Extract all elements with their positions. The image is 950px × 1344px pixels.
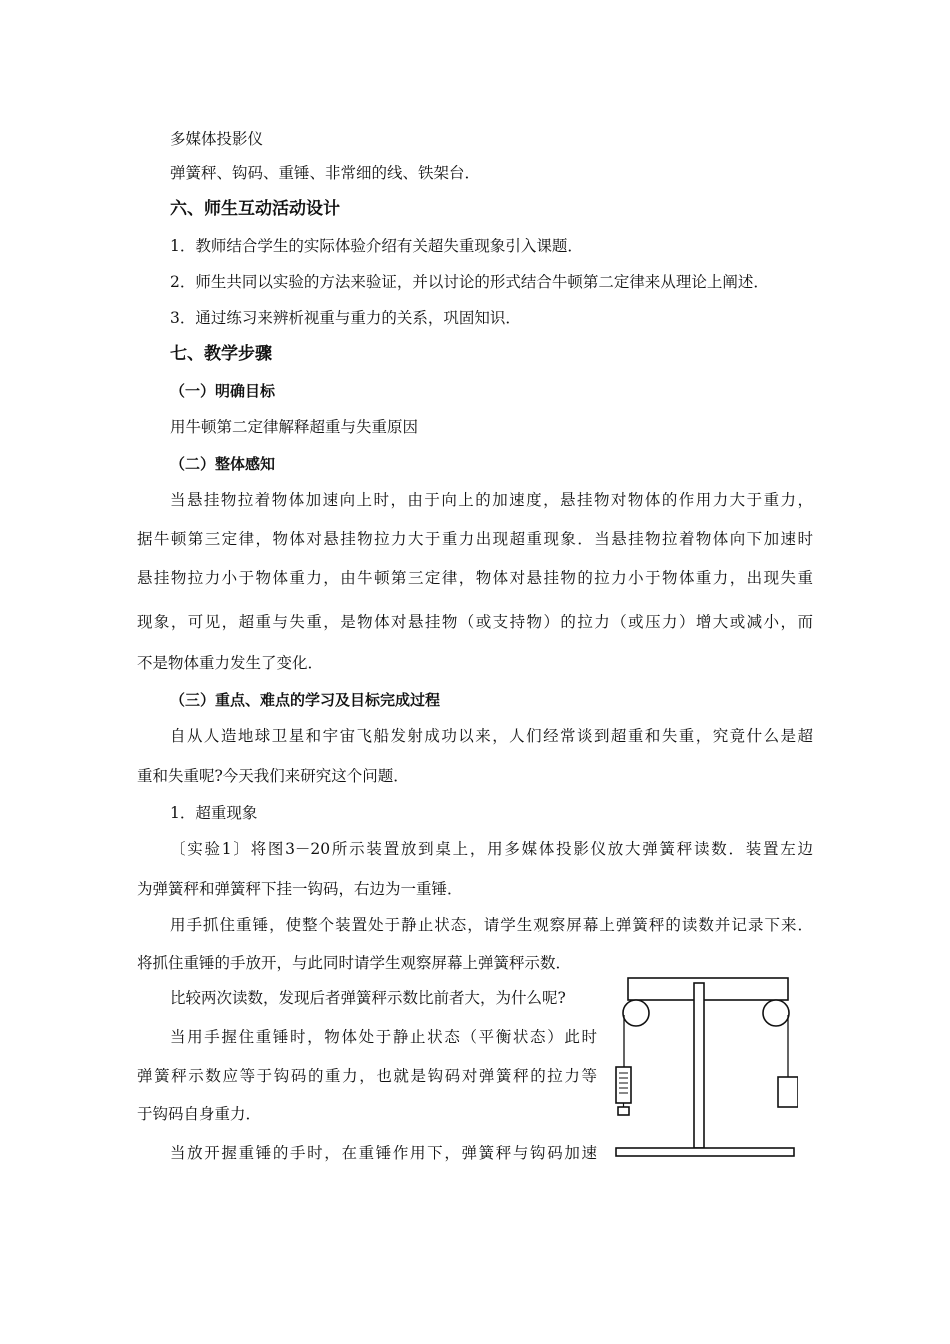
experiment-line-1: 〔实验1〕将图3－20所示装置放到桌上，用多媒体投影仪放大弹簧秤读数．装置左边 <box>170 840 813 858</box>
key-heading: （三）重点、难点的学习及目标完成过程 <box>170 691 441 709</box>
experiment-line-2: 为弹簧秤和弹簧秤下挂一钩码，右边为一重锤． <box>137 880 463 898</box>
hook-weight <box>618 1107 629 1115</box>
section6-item-3: 3．通过练习来辨析视重与重力的关系，巩固知识． <box>170 309 521 327</box>
release-line: 当放开握重锤的手时，在重锤作用下，弹簧秤与钩码加速 <box>170 1144 597 1162</box>
goal-heading: （一）明确目标 <box>170 382 276 400</box>
vertical-pole <box>694 983 704 1148</box>
section6-item-2: 2．师生共同以实验的方法来验证，并以讨论的形式结合牛顿第二定律来从理论上阐述． <box>170 273 769 291</box>
overall-line-1: 当悬挂物拉着物体加速向上时，由于向上的加速度，悬挂物对物体的作用力大于重力， <box>170 491 813 509</box>
section6-item-1: 1．教师结合学生的实际体验介绍有关超失重现象引入课题． <box>170 237 583 255</box>
top-frame <box>628 978 788 1000</box>
overall-line-4: 现象，可见，超重与失重，是物体对悬挂物（或支持物）的拉力（或压力）增大或减小，而 <box>137 613 813 631</box>
overall-line-5: 不是物体重力发生了变化． <box>137 654 324 672</box>
subtopic-overweight: 1．超重现象 <box>170 804 258 822</box>
static-line-2: 弹簧秤示数应等于钩码的重力，也就是钩码对弹簧秤的拉力等 <box>137 1067 597 1085</box>
apparatus-diagram <box>608 975 798 1165</box>
section7-heading: 七、教学步骤 <box>170 344 272 364</box>
compare-line: 比较两次读数，发现后者弹簧秤示数比前者大，为什么呢? <box>170 989 566 1007</box>
base-stand <box>616 1148 794 1156</box>
overall-heading: （二）整体感知 <box>170 455 276 473</box>
overall-line-2: 据牛顿第三定律，物体对悬挂物拉力大于重力出现超重现象．当悬挂物拉着物体向下加速时 <box>137 530 813 548</box>
heavy-weight <box>778 1077 798 1107</box>
intro-line-2: 重和失重呢?今天我们来研究这个问题． <box>137 767 409 785</box>
equipment-line-2: 弹簧秤、钩码、重锤、非常细的线、铁架台． <box>170 164 481 182</box>
hold-line-2: 将抓住重锤的手放开，与此同时请学生观察屏幕上弹簧秤示数． <box>137 954 572 972</box>
left-pulley <box>623 1000 649 1026</box>
right-pulley <box>763 1000 789 1026</box>
overall-line-3: 悬挂物拉力小于物体重力，由牛顿第三定律，物体对悬挂物的拉力小于物体重力，出现失重 <box>137 569 813 587</box>
intro-line-1: 自从人造地球卫星和宇宙飞船发射成功以来，人们经常谈到超重和失重，究竟什么是超 <box>170 727 813 745</box>
static-line-1: 当用手握住重锤时，物体处于静止状态（平衡状态）此时 <box>170 1028 597 1046</box>
equipment-line-1: 多媒体投影仪 <box>170 130 264 148</box>
spring-balance <box>616 1067 631 1103</box>
static-line-3: 于钩码自身重力． <box>137 1105 262 1123</box>
hold-line-1: 用手抓住重锤，使整个装置处于静止状态，请学生观察屏幕上弹簧秤的读数并记录下来． <box>170 916 813 934</box>
section6-heading: 六、师生互动活动设计 <box>170 199 340 219</box>
goal-text: 用牛顿第二定律解释超重与失重原因 <box>170 418 419 436</box>
